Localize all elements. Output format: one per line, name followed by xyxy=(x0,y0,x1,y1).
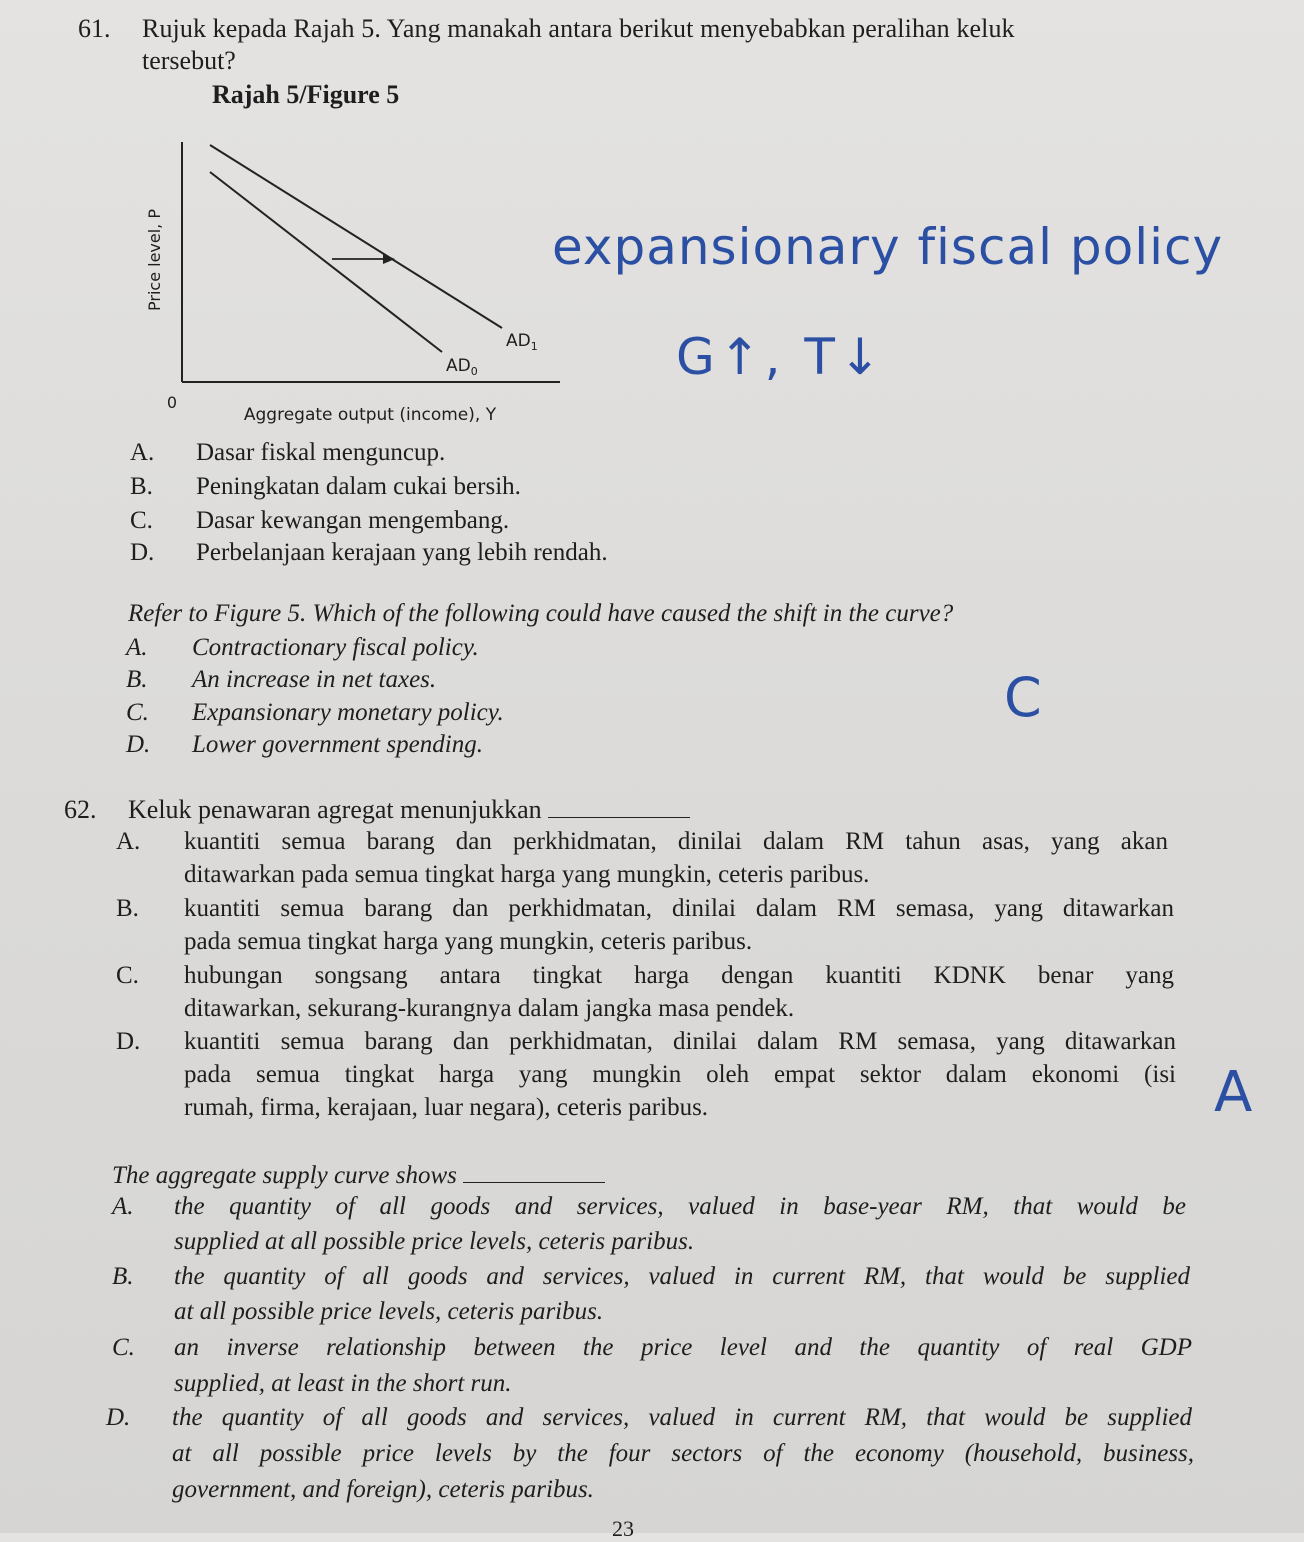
ad1-curve xyxy=(210,145,502,328)
q62-en-option-d-letter: D. xyxy=(106,1404,131,1431)
y-axis-label: Price level, P xyxy=(145,209,164,311)
q62-en-option-d-line2: at all possible price levels by the four sectors of the economy (household, business, xyxy=(172,1440,1194,1467)
q62-en-option-d-line1: the quantity of all goods and services, valued in current RM, that would be supplied xyxy=(172,1404,1192,1431)
q62-handwritten-answer: A xyxy=(1214,1060,1253,1125)
handwritten-note-g-up-t-down: G↑, T↓ xyxy=(676,328,885,386)
q61-english-question: Refer to Figure 5. Which of the following could have caused the shift in the curve? xyxy=(128,600,954,627)
q62-ms-option-b-line1: kuantiti semua barang dan perkhidmatan, dinilai dalam RM semasa, yang ditawarkan xyxy=(184,895,1174,922)
figure-caption: Rajah 5/Figure 5 xyxy=(212,80,400,109)
question-61-text-line1: Rujuk kepada Rajah 5. Yang manakah antara berikut menyebabkan peralihan keluk xyxy=(142,14,1015,43)
q61-en-option-c-text: Expansionary monetary policy. xyxy=(192,699,504,726)
page-number: 23 xyxy=(612,1516,634,1541)
q62-en-option-b-line2: at all possible price levels, ceteris paribus. xyxy=(174,1298,604,1325)
q61-handwritten-answer: C xyxy=(1004,666,1042,729)
q62-en-option-d-line3: government, and foreign), ceteris paribus. xyxy=(172,1476,594,1503)
q62-english-stem: The aggregate supply curve shows xyxy=(112,1162,605,1190)
q61-en-option-a-text: Contractionary fiscal policy. xyxy=(192,634,479,661)
q61-ms-option-c-letter: C. xyxy=(130,507,153,534)
figure-5-ad-graph xyxy=(120,120,580,440)
question-61-text-line2: tersebut? xyxy=(142,46,236,75)
q62-en-option-c-line2: supplied, at least in the short run. xyxy=(174,1370,512,1397)
x-axis-label: Aggregate output (income), Y xyxy=(243,405,497,425)
q61-ms-option-a-letter: A. xyxy=(130,439,155,466)
q61-en-option-d-text: Lower government spending. xyxy=(192,731,483,758)
q62-en-option-a-line2: supplied at all possible price levels, ceteris paribus. xyxy=(174,1228,695,1255)
q61-ms-option-d-letter: D. xyxy=(130,539,155,566)
q61-ms-option-d-text: Perbelanjaan kerajaan yang lebih rendah. xyxy=(196,539,608,566)
ad0-label: $AD_0$ xyxy=(446,356,478,378)
q61-ms-option-b-text: Peningkatan dalam cukai bersih. xyxy=(196,473,521,500)
question-62-stem: Keluk penawaran agregat menunjukkan xyxy=(128,795,690,825)
q62-ms-option-d-letter: D. xyxy=(116,1028,141,1055)
q61-en-option-c-letter: C. xyxy=(126,699,149,726)
q62-ms-option-c-letter: C. xyxy=(116,962,139,989)
q62-ms-option-c-line1: hubungan songsang antara tingkat harga dengan kuantiti KDNK benar yang xyxy=(184,962,1174,989)
question-61-number: 61. xyxy=(78,14,111,43)
question-62-number: 62. xyxy=(64,795,97,824)
shift-arrowhead xyxy=(383,254,395,264)
ad0-curve xyxy=(210,172,442,352)
origin-label: 0 xyxy=(166,393,178,412)
q62-ms-option-b-letter: B. xyxy=(116,895,139,922)
q62-en-option-a-letter: A. xyxy=(112,1193,134,1220)
q62-en-option-a-line1: the quantity of all goods and services, valued in base-year RM, that would be xyxy=(174,1193,1186,1220)
answer-blank xyxy=(548,817,690,818)
q61-ms-option-b-letter: B. xyxy=(130,473,153,500)
q61-en-option-b-letter: B. xyxy=(126,666,148,693)
q61-ms-option-c-text: Dasar kewangan mengembang. xyxy=(196,507,510,534)
q62-en-option-c-line1: an inverse relationship between the price level and the quantity of real GDP xyxy=(174,1334,1192,1361)
q62-ms-option-c-line2: ditawarkan, sekurang-kurangnya dalam jangka masa pendek. xyxy=(184,995,795,1022)
q61-en-option-b-text: An increase in net taxes. xyxy=(192,666,437,693)
q61-ms-option-a-text: Dasar fiskal menguncup. xyxy=(196,439,446,466)
q62-ms-option-d-line1: kuantiti semua barang dan perkhidmatan, dinilai dalam RM semasa, yang ditawarkan xyxy=(184,1028,1176,1055)
q61-en-option-a-letter: A. xyxy=(126,634,148,661)
ad1-label: $AD_1$ xyxy=(506,331,538,353)
q62-en-option-b-letter: B. xyxy=(112,1263,134,1290)
q62-ms-option-a-line1: kuantiti semua barang dan perkhidmatan, dinilai dalam RM tahun asas, yang akan xyxy=(184,828,1168,855)
q62-ms-option-d-line3: rumah, firma, kerajaan, luar negara), ceteris paribus. xyxy=(184,1094,709,1121)
q62-ms-option-b-line2: pada semua tingkat harga yang mungkin, ceteris paribus. xyxy=(184,928,753,955)
q62-en-option-c-letter: C. xyxy=(112,1334,135,1361)
answer-blank-en xyxy=(463,1182,605,1183)
q62-en-option-b-line1: the quantity of all goods and services, valued in current RM, that would be supplied xyxy=(174,1263,1190,1290)
handwritten-note-expansionary: expansionary fiscal policy xyxy=(552,218,1224,276)
q61-en-option-d-letter: D. xyxy=(126,731,151,758)
q62-ms-option-a-line2: ditawarkan pada semua tingkat harga yang mungkin, ceteris paribus. xyxy=(184,861,870,888)
q62-ms-option-a-letter: A. xyxy=(116,828,141,855)
q62-ms-option-d-line2: pada semua tingkat harga yang mungkin oleh empat sektor dalam ekonomi (isi xyxy=(184,1061,1176,1088)
